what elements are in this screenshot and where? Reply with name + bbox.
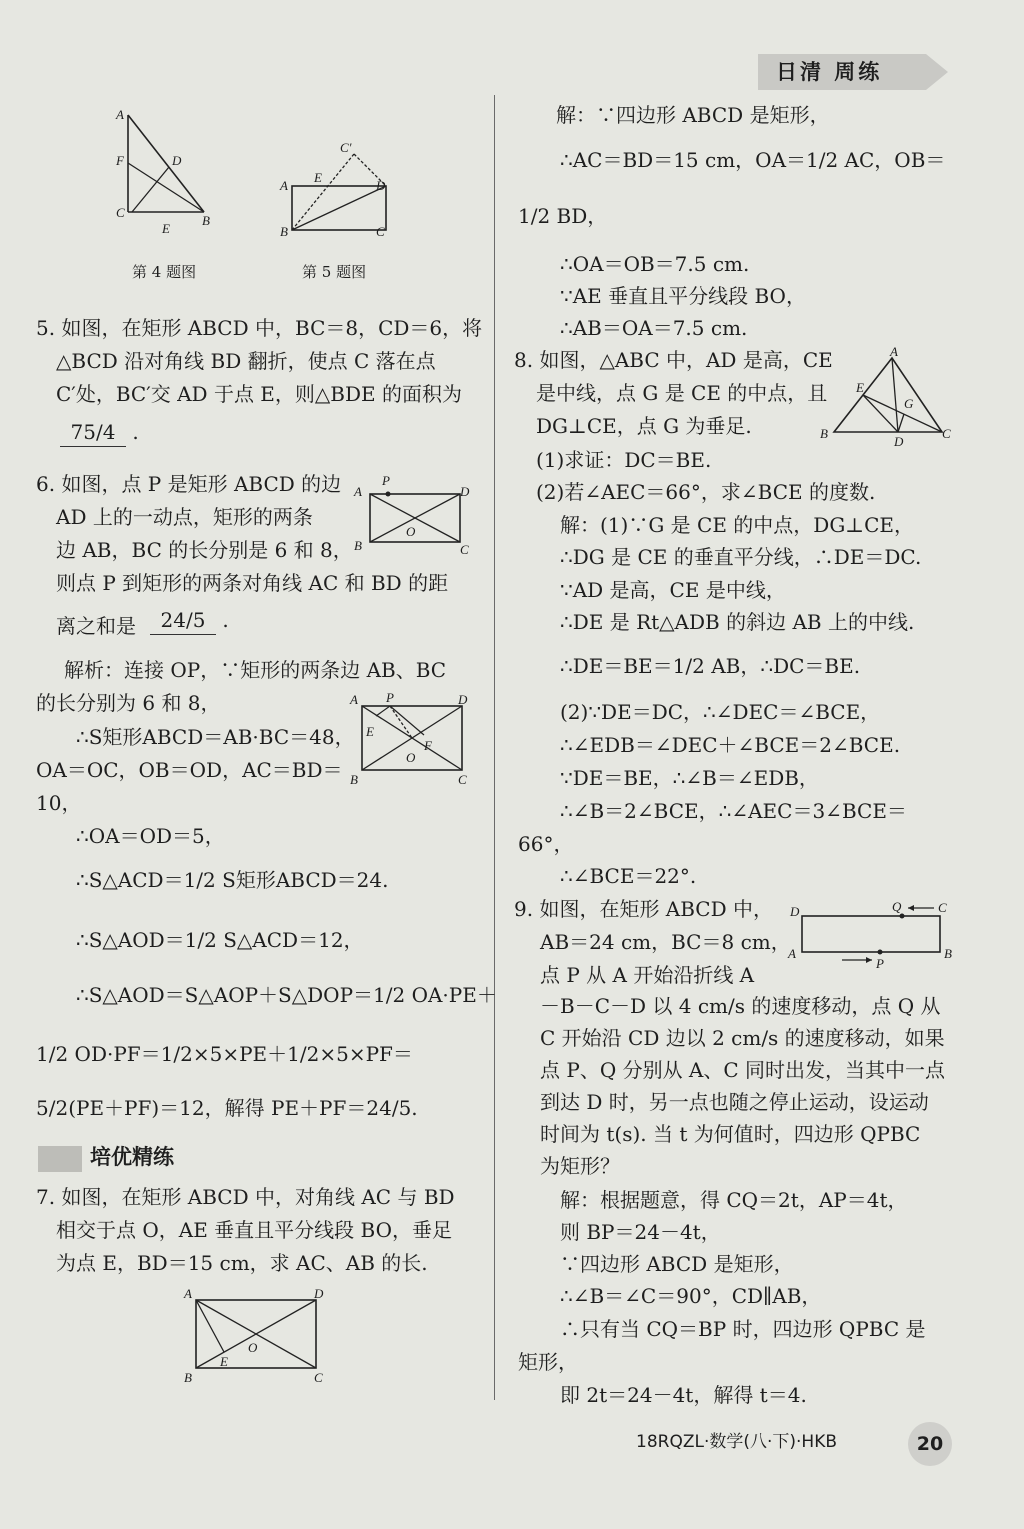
q8-line-5: (2)若∠AEC＝66°，求∠BCE 的度数. [536, 480, 876, 504]
q8-sol-2: ∴DG 是 CE 的垂直平分线，∴DE＝DC. [560, 545, 922, 569]
figure-8 [818, 346, 960, 448]
fig8-label-D: D [894, 434, 904, 448]
fig9-label-P: P [876, 956, 884, 971]
fig8-label-E: E [856, 380, 864, 395]
q8-line-3: DG⊥CE，点 G 为垂足. [536, 414, 752, 438]
q6-line-5: 离之和是 [56, 614, 136, 638]
q8-sol-4: ∴DE 是 Rt△ADB 的斜边 AB 上的中线. [560, 610, 915, 634]
q5-line-3: C′处，BC′交 AD 于点 E，则△BDE 的面积为 [56, 382, 462, 406]
q9-line-5: C 开始沿 CD 边以 2 cm/s 的速度移动，如果 [540, 1026, 945, 1050]
q7-sol-3: 1/2 BD， [518, 204, 608, 228]
fig5-caption: 第 5 题图 [302, 263, 367, 281]
q8-sol-3: ∵AD 是高，CE 是中线， [560, 578, 786, 602]
fig6-label-C: C [460, 542, 469, 557]
q6-sol-4: OA＝OC，OB＝OD，AC＝BD＝ [36, 758, 343, 782]
q7-sol-5: ∵AE 垂直且平分线段 BO， [560, 284, 806, 308]
q9-line-6: 点 P、Q 分别从 A、C 同时出发，当其中一点 [540, 1058, 946, 1082]
fig4-label-F: F [116, 153, 124, 168]
figure-7 [180, 1282, 340, 1388]
figure-6 [350, 470, 475, 558]
q8-line-4: (1)求证：DC＝BE. [536, 448, 712, 472]
q9-sol-3: ∵四边形 ABCD 是矩形， [560, 1252, 794, 1276]
fig6s-label-B: B [350, 772, 358, 787]
fig4-label-A: A [116, 107, 124, 122]
q9-line-8: 时间为 t(s). 当 t 为何值时，四边形 QPBC [540, 1122, 921, 1146]
q8-sol-9: ∴∠B＝2∠BCE，∴∠AEC＝3∠BCE＝ [560, 799, 907, 823]
fig9-label-A: A [788, 946, 796, 961]
fig6s-label-C: C [458, 772, 467, 787]
q8-line-2: 是中线，点 G 是 CE 的中点，且 [536, 381, 828, 405]
q6-line-1: 6. 如图，点 P 是矩形 ABCD 的边 [36, 472, 342, 496]
q6-sol-1: 解析：连接 OP，∵矩形的两条边 AB、BC [64, 658, 447, 682]
fig7-label-D: D [314, 1286, 324, 1301]
fig4-label-E: E [162, 221, 170, 236]
fig9-label-Q: Q [892, 899, 902, 914]
q9-sol-2: 则 BP＝24－4t， [560, 1220, 721, 1244]
q8-sol-11: ∴∠BCE＝22°. [560, 864, 697, 888]
q7-line-3: 为点 E，BD＝15 cm，求 AC、AB 的长. [56, 1251, 428, 1275]
fig6-label-B: B [354, 538, 362, 553]
q9-line-1: 9. 如图，在矩形 ABCD 中， [514, 897, 774, 921]
q7-sol-2: ∴AC＝BD＝15 cm，OA＝1/2 AC，OB＝ [560, 148, 946, 172]
q5-line-2: △BCD 沿对角线 BD 翻折，使点 C 落在点 [56, 349, 436, 373]
fig7-label-C: C [314, 1370, 323, 1385]
q9-line-3: 点 P 从 A 开始沿折线 A [540, 963, 755, 987]
fig9-label-D: D [790, 904, 800, 919]
q8-sol-10: 66°， [518, 832, 574, 856]
q9-sol-1: 解：根据题意，得 CQ＝2t，AP＝4t， [560, 1188, 908, 1212]
q6-sol-8: ∴S△AOD＝1/2 S△ACD＝12， [76, 928, 364, 952]
fig6s-label-O: O [406, 750, 416, 765]
section-icon [38, 1146, 82, 1172]
fig5-label-D: D [376, 178, 386, 193]
fig6-label-P: P [382, 473, 390, 488]
q8-line-1: 8. 如图，△ABC 中，AD 是高，CE [514, 348, 833, 372]
q8-sol-1: 解：(1)∵G 是 CE 的中点，DG⊥CE， [560, 513, 915, 537]
fig9-label-B: B [944, 946, 952, 961]
q8-sol-7: ∴∠EDB＝∠DEC＋∠BCE＝2∠BCE. [560, 733, 901, 757]
fig6s-label-P: P [386, 690, 394, 705]
q9-sol-5: ∴只有当 CQ＝BP 时，四边形 QPBC 是 [560, 1317, 926, 1341]
q6-sol-7: ∴S△ACD＝1/2 S矩形ABCD＝24. [76, 868, 389, 892]
q6-sol-2: 的长分别为 6 和 8， [36, 691, 221, 715]
footer-text: 18RQZL·数学(八·下)·HKB [636, 1432, 838, 1452]
q6-line-4: 则点 P 到矩形的两条对角线 AC 和 BD 的距 [56, 571, 449, 595]
fig4-label-D: D [172, 153, 182, 168]
q6-sol-10: 1/2 OD·PF＝1/2×5×PE＋1/2×5×PF＝ [36, 1042, 413, 1066]
q6-sol-11: 5/2(PE＋PF)＝12，解得 PE＋PF＝24/5. [36, 1096, 418, 1120]
q9-sol-4: ∴∠B＝∠C＝90°，CD∥AB， [560, 1284, 822, 1308]
q7-line-1: 7. 如图，在矩形 ABCD 中，对角线 AC 与 BD [36, 1185, 455, 1209]
fig7-label-A: A [184, 1286, 192, 1301]
fig5-label-E: E [314, 170, 322, 185]
figure-5 [276, 140, 401, 240]
fig6s-label-D: D [458, 692, 468, 707]
fig6s-label-A: A [350, 692, 358, 707]
q7-sol-6: ∴AB＝OA＝7.5 cm. [560, 316, 748, 340]
section-title: 培优精练 [90, 1145, 174, 1169]
fig8-label-A: A [890, 346, 898, 359]
q9-line-9: 为矩形？ [540, 1154, 620, 1178]
fig8-label-B: B [820, 426, 828, 441]
figure-6-solution [342, 688, 472, 788]
fig4-caption: 第 4 题图 [132, 263, 197, 281]
fig5-label-C: C [376, 224, 385, 239]
fig6s-label-F: F [424, 738, 432, 753]
q7-sol-1: 解：∵四边形 ABCD 是矩形， [556, 103, 830, 127]
fig6-label-D: D [460, 484, 470, 499]
q6-sol-6: ∴OA＝OD＝5， [76, 824, 225, 848]
page-number: 20 [908, 1422, 952, 1466]
q7-sol-4: ∴OA＝OB＝7.5 cm. [560, 252, 750, 276]
q6-sol-5: 10， [36, 791, 82, 815]
figure-4 [112, 105, 222, 240]
q6-answer: 24/5 . [150, 606, 229, 635]
q6-line-3: 边 AB，BC 的长分别是 6 和 8， [56, 538, 353, 562]
fig8-label-C: C [942, 426, 951, 441]
q8-sol-8: ∵DE＝BE，∴∠B＝∠EDB， [560, 766, 819, 790]
fig8-label-G: G [904, 396, 914, 411]
fig6-label-A: A [354, 484, 362, 499]
fig6s-label-E: E [366, 724, 374, 739]
figure-9 [786, 896, 962, 972]
fig7-label-O: O [248, 1340, 258, 1355]
fig9-label-C: C [938, 900, 947, 915]
fig4-label-C: C [116, 205, 125, 220]
fig7-label-B: B [184, 1370, 192, 1385]
header-title: 日清 周练 [776, 60, 883, 84]
q6-sol-9: ∴S△AOD＝S△AOP＋S△DOP＝1/2 OA·PE＋ [76, 983, 497, 1007]
column-divider [494, 95, 495, 1400]
q9-sol-7: 即 2t＝24－4t，解得 t＝4. [560, 1383, 807, 1407]
fig4-label-B: B [202, 213, 210, 228]
q6-line-2: AD 上的一动点，矩形的两条 [56, 505, 313, 529]
fig5-label-A: A [280, 178, 288, 193]
fig5-label-B: B [280, 224, 288, 239]
q5-line-1: 5. 如图，在矩形 ABCD 中，BC＝8，CD＝6，将 [36, 316, 483, 340]
q9-line-4: －B－C－D 以 4 cm/s 的速度移动，点 Q 从 [540, 994, 941, 1018]
q8-sol-5: ∴DE＝BE＝1/2 AB，∴DC＝BE. [560, 654, 861, 678]
q8-sol-6: (2)∵DE＝DC，∴∠DEC＝∠BCE， [560, 700, 881, 724]
q9-line-7: 到达 D 时，另一点也随之停止运动，设运动 [540, 1090, 929, 1114]
fig5-label-C-prime: C′ [340, 140, 352, 155]
fig6-label-O: O [406, 524, 416, 539]
q5-answer: 75/4 . [60, 418, 139, 447]
q9-sol-6: 矩形， [518, 1350, 578, 1374]
q7-line-2: 相交于点 O，AE 垂直且平分线段 BO，垂足 [56, 1218, 452, 1242]
q9-line-2: AB＝24 cm，BC＝8 cm， [540, 930, 791, 954]
fig7-label-E: E [220, 1354, 228, 1369]
q6-sol-3: ∴S矩形ABCD＝AB·BC＝48， [76, 725, 355, 749]
